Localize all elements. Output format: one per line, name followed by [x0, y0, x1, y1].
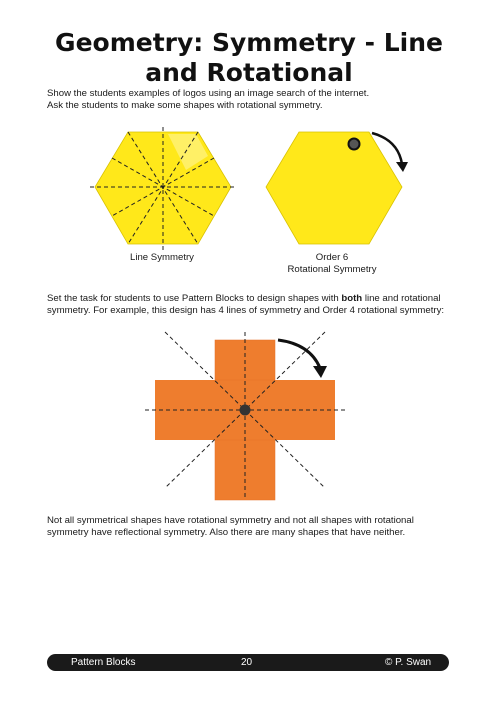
line-symmetry-hexagon-figure [90, 130, 236, 250]
line-symmetry-caption: Line Symmetry [130, 252, 194, 263]
rotational-symmetry-caption [272, 252, 392, 276]
rotational-caption-line-2: Rotational Symmetry [287, 264, 377, 275]
rotational-symmetry-hexagon-figure [262, 130, 412, 250]
footer-book-title: Pattern Blocks [71, 657, 136, 668]
footer-author: © P. Swan [385, 657, 432, 668]
closing-paragraph [47, 515, 467, 539]
page-title [40, 28, 458, 88]
task-line-1: Set the task for students to use Pattern Blocks to design shapes with both line and rotational [47, 293, 441, 304]
rotation-pivot-icon [349, 139, 360, 150]
orange-cross-figure [140, 330, 350, 500]
rotation-center-dot [240, 405, 251, 416]
rotational-caption-line-1: Order 6 [315, 252, 349, 263]
page-title-line-1: Geometry: Symmetry - Line [55, 28, 443, 57]
curved-arrow-icon [278, 340, 327, 378]
task-line-2: symmetry. For example, this design has 4 lines of symmetry and Order 4 rotational symmetry: [47, 305, 445, 316]
page-title-line-2: and Rotational [145, 58, 353, 87]
yellow-hexagon [266, 132, 402, 244]
footer-page-number: 20 [241, 657, 253, 668]
closing-line-1: Not all symmetrical shapes have rotational symmetry and not all shapes with rotational [47, 515, 414, 526]
closing-line-2: symmetry have reflectional symmetry. Also there are many shapes that have neither. [47, 527, 406, 538]
intro-line-1: Show the students examples of logos using an image search of the internet. [47, 88, 370, 99]
page-footer [47, 654, 449, 671]
task-paragraph [47, 293, 467, 317]
intro-paragraph [47, 88, 457, 112]
task-bold-word: both [341, 293, 363, 304]
intro-line-2: Ask the students to make some shapes with rotational symmetry. [47, 100, 323, 111]
